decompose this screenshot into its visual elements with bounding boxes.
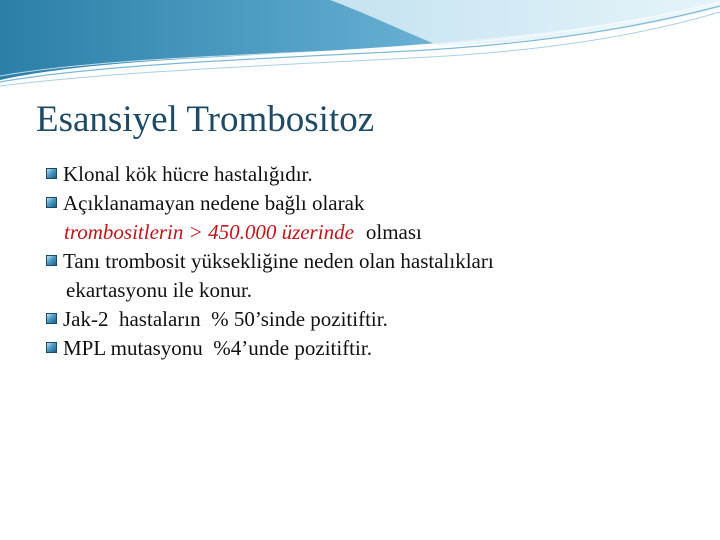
list-item [46,334,706,363]
bullet-text: Tanı trombosit yüksekliğine neden olan hastalıkları [63,249,494,273]
slide-title: Esansiyel Trombositoz [36,99,375,140]
square-bullet-icon [46,342,57,353]
square-bullet-icon [46,255,57,266]
header-wave-decoration [0,0,720,90]
square-bullet-icon [46,197,57,208]
bullet-text: Jak-2 hastaların % 50’sinde pozitiftir. [63,307,388,331]
list-item [46,247,706,276]
bullet-text: MPL mutasyonu %4’unde pozitiftir. [63,336,372,360]
list-item [46,160,706,189]
bullet-text: ekartasyonu ile konur. [66,278,253,302]
highlight-text: trombositlerin > 450.000 üzerinde [64,220,354,244]
list-item-continuation [46,276,706,305]
square-bullet-icon [46,313,57,324]
bullet-text: Klonal kök hücre hastalığıdır. [63,162,313,186]
bullet-text: Açıklanamayan nedene bağlı olarak [63,191,365,215]
list-item-continuation [46,218,706,247]
list-item [46,189,706,218]
bullet-list [46,160,706,363]
bullet-text: olması [365,220,422,244]
list-item [46,305,706,334]
square-bullet-icon [46,168,57,179]
